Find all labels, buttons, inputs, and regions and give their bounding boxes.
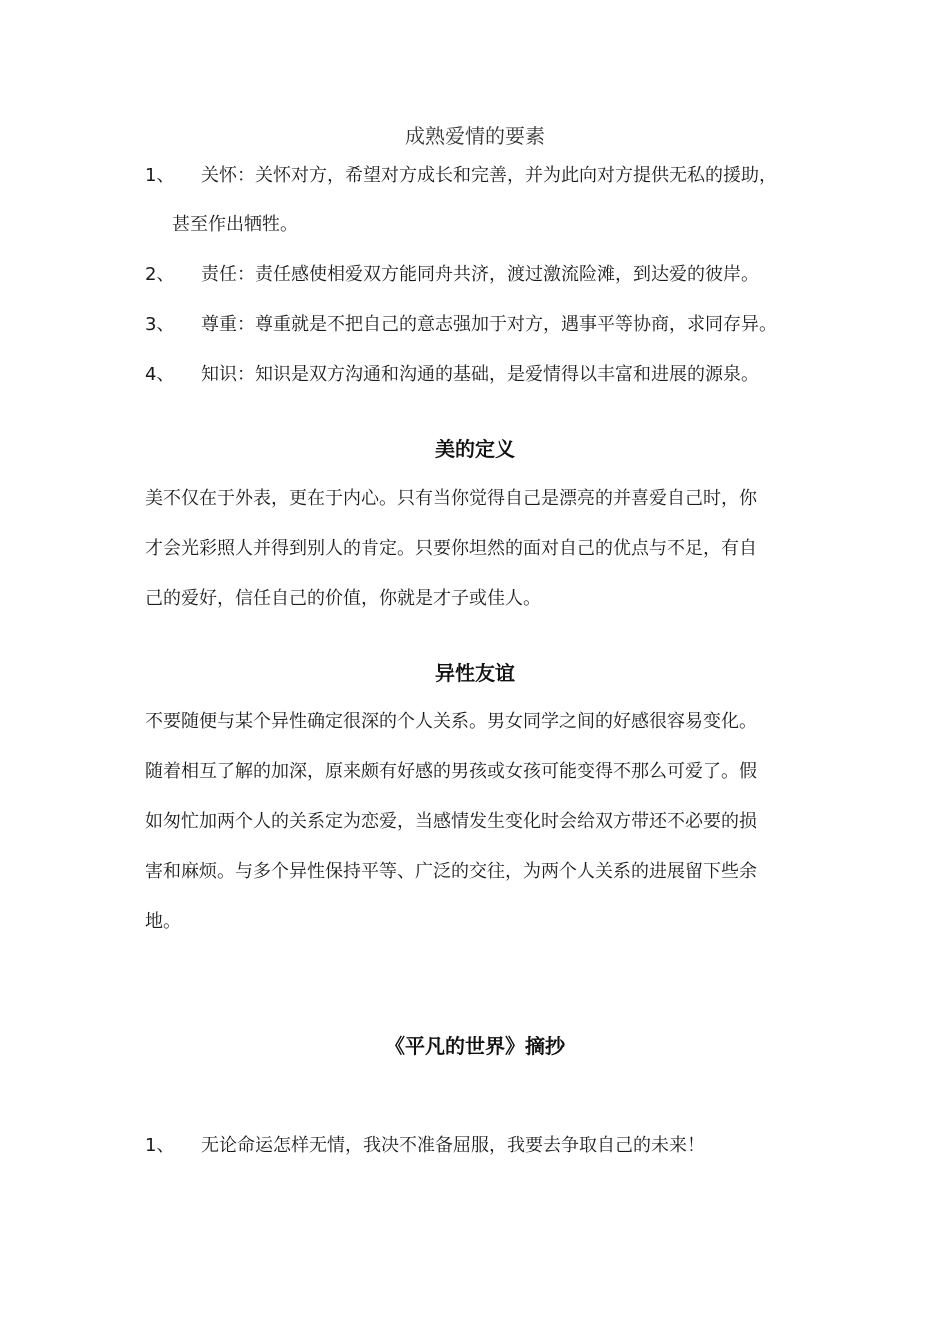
item-text: 尊重：尊重就是不把自己的意志强加于对方，遇事平等协商，求同存异。 xyxy=(201,314,777,335)
paragraph-line: 害和麻烦。与多个异性保持平等、广泛的交往，为两个人关系的进展留下些余 xyxy=(145,861,757,882)
item-text: 关怀：关怀对方，希望对方成长和完善，并为此向对方提供无私的援助， xyxy=(201,165,777,186)
item-number: 1、 xyxy=(145,165,175,186)
item-number: 4、 xyxy=(145,364,175,385)
paragraph-line: 随着相互了解的加深，原来颇有好感的男孩或女孩可能变得不那么可爱了。假 xyxy=(145,761,757,782)
item-number: 2、 xyxy=(145,264,175,285)
paragraph-line: 地。 xyxy=(145,911,181,932)
section-title-ordinary-world: 《平凡的世界》摘抄 xyxy=(385,1034,565,1058)
item-number: 3、 xyxy=(145,314,175,335)
paragraph-line: 才会光彩照人并得到别人的肯定。只要你坦然的面对自己的优点与不足，有自 xyxy=(145,538,757,559)
list-item xyxy=(145,261,825,289)
list-item xyxy=(145,162,825,190)
list-item xyxy=(145,311,825,339)
paragraph-line: 美不仅在于外表，更在于内心。只有当你觉得自己是漂亮的并喜爱自己时，你 xyxy=(145,488,757,509)
paragraph-line: 如匆忙加两个人的关系定为恋爱，当感情发生变化时会给双方带还不必要的损 xyxy=(145,811,757,832)
item-text-continued: 甚至作出牺牲。 xyxy=(172,214,298,235)
item-text: 知识：知识是双方沟通和沟通的基础，是爱情得以丰富和进展的源泉。 xyxy=(201,364,759,385)
list-item xyxy=(145,1132,825,1160)
list-item xyxy=(145,361,825,389)
paragraph-line: 己的爱好，信任自己的价值，你就是才子或佳人。 xyxy=(145,588,541,609)
paragraph-line: 不要随便与某个异性确定很深的个人关系。男女同学之间的好感很容易变化。 xyxy=(145,711,757,732)
item-text: 责任：责任感使相爱双方能同舟共济，渡过激流险滩，到达爱的彼岸。 xyxy=(201,264,759,285)
section-title-friendship: 异性友谊 xyxy=(435,661,515,685)
item-text: 无论命运怎样无情，我决不准备屈服，我要去争取自己的未来！ xyxy=(201,1135,705,1156)
item-number: 1、 xyxy=(145,1135,175,1156)
section-title-mature-love: 成熟爱情的要素 xyxy=(405,124,545,148)
section-title-beauty: 美的定义 xyxy=(435,437,515,461)
